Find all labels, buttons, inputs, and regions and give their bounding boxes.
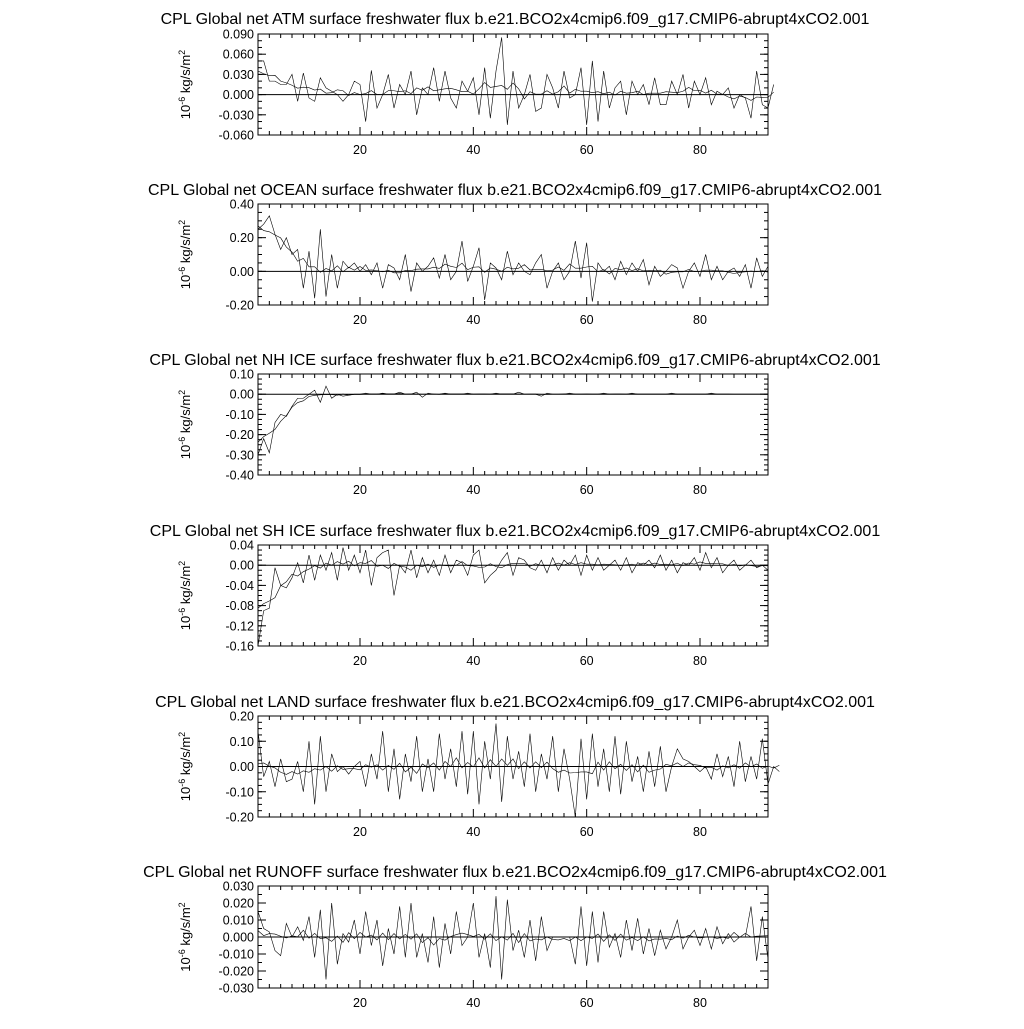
y-label-unit: kg/s/m [178, 736, 193, 779]
x-tick-label: 20 [353, 825, 367, 839]
y-tick-label: -0.40 [225, 468, 254, 483]
x-tick-label: 40 [466, 825, 481, 839]
y-tick-label: 0.090 [222, 27, 254, 42]
y-label-base: 10 [178, 786, 193, 802]
panel-title: CPL Global net NH ICE surface freshwater flux b.e21.BCO2x4cmip6.f09_g17.CMIP6-abrupt4xCO2.001 [149, 352, 881, 369]
y-tick-label: -0.060 [218, 128, 254, 143]
panel-4 [150, 523, 881, 668]
y-tick-label: -0.12 [225, 619, 254, 634]
y-tick-label: -0.10 [225, 785, 254, 800]
y-tick-label: -0.030 [218, 981, 254, 996]
y-axis-label [177, 561, 193, 630]
plot-frame [258, 545, 768, 646]
panel-title: CPL Global net SH ICE surface freshwater flux b.e21.BCO2x4cmip6.f09_g17.CMIP6-abrupt4xCO2.001 [149, 523, 881, 540]
y-tick-label: -0.16 [225, 639, 254, 654]
y-label-base: 10 [178, 957, 193, 972]
x-tick-label: 60 [579, 654, 594, 668]
panel-title: CPL Global net RUNOFF surface freshwater flux b.e21.BCO2x4cmip6.f09_g17.CMIP6-abrupt4xCO2.001 [143, 864, 887, 881]
y-axis-label [177, 50, 193, 119]
x-tick-label: 60 [579, 143, 594, 157]
y-label-base: 10 [178, 104, 193, 120]
series-line-annual [258, 548, 768, 646]
y-label-base: 10 [178, 615, 193, 631]
y-tick-label: 0.00 [229, 264, 254, 279]
series-line-annual [258, 216, 768, 302]
series-line-annual [258, 37, 774, 125]
x-tick-label: 80 [693, 143, 707, 157]
y-label-unit-exponent: 2 [177, 560, 187, 566]
x-tick-label: 80 [693, 996, 707, 1010]
y-tick-label: 0.020 [222, 896, 254, 911]
y-label-exponent: -6 [177, 607, 187, 616]
x-tick-label: 20 [353, 313, 367, 327]
x-tick-label: 20 [353, 483, 367, 497]
y-tick-label: 0.00 [229, 558, 254, 573]
x-tick-label: 40 [466, 313, 481, 327]
y-label-exponent: -6 [177, 266, 187, 275]
plot-frame [258, 374, 768, 475]
x-tick-label: 20 [353, 143, 367, 157]
x-tick-label: 80 [693, 654, 707, 668]
x-tick-label: 40 [466, 654, 481, 668]
y-tick-label: 0.04 [229, 538, 254, 553]
y-label-unit: kg/s/m [178, 907, 193, 950]
x-tick-label: 60 [579, 825, 594, 839]
y-axis-label [177, 902, 193, 971]
y-axis-label [177, 390, 193, 459]
y-label-exponent: -6 [177, 949, 187, 958]
y-axis-label [177, 220, 193, 289]
panel-title: CPL Global net OCEAN surface freshwater flux b.e21.BCO2x4cmip6.f09_g17.CMIP6-abrupt4xCO2.001 [148, 182, 882, 199]
y-label-exponent: -6 [177, 778, 187, 787]
y-tick-label: -0.10 [225, 407, 254, 422]
panel-title: CPL Global net LAND surface freshwater flux b.e21.BCO2x4cmip6.f09_g17.CMIP6-abrupt4xCO2.001 [155, 694, 875, 711]
y-tick-label: -0.030 [218, 108, 254, 123]
x-tick-label: 20 [353, 654, 367, 668]
series-line-annual [258, 896, 768, 979]
y-tick-label: -0.010 [218, 947, 254, 962]
y-label-unit: kg/s/m [178, 54, 193, 97]
x-tick-label: 40 [466, 996, 481, 1010]
y-tick-label: 0.00 [229, 387, 254, 402]
y-axis-label [177, 732, 193, 801]
y-label-base: 10 [178, 444, 193, 460]
x-tick-label: 60 [579, 996, 594, 1010]
y-tick-label: -0.20 [225, 810, 254, 825]
y-tick-label: 0.20 [229, 231, 254, 246]
x-tick-label: 60 [579, 313, 594, 327]
y-label-unit-exponent: 2 [177, 731, 187, 737]
series-line-annual [258, 386, 768, 455]
x-tick-label: 80 [693, 825, 707, 839]
y-tick-label: 0.20 [229, 709, 254, 724]
y-tick-label: 0.10 [229, 734, 254, 749]
y-label-unit-exponent: 2 [177, 49, 187, 55]
panel-1 [161, 11, 870, 157]
y-tick-label: 0.10 [229, 367, 254, 382]
y-tick-label: 0.030 [222, 879, 254, 894]
y-tick-label: -0.20 [225, 428, 254, 443]
y-label-exponent: -6 [177, 436, 187, 445]
series-line-annual [258, 724, 779, 817]
y-tick-label: 0.030 [222, 67, 254, 82]
y-tick-label: 0.000 [222, 88, 254, 103]
y-tick-label: 0.00 [229, 760, 254, 774]
x-tick-label: 60 [579, 483, 594, 497]
x-tick-label: 20 [353, 996, 367, 1010]
y-label-unit-exponent: 2 [177, 902, 187, 908]
plot-frame [258, 204, 768, 305]
panel-5 [155, 694, 875, 839]
plot-frame [258, 34, 768, 135]
y-tick-label: 0.060 [222, 47, 254, 62]
y-tick-label: -0.020 [218, 964, 254, 979]
x-tick-label: 40 [466, 483, 481, 497]
y-label-unit-exponent: 2 [177, 219, 187, 225]
y-label-base: 10 [178, 274, 193, 290]
y-tick-label: -0.08 [225, 599, 254, 614]
y-tick-label: 0.40 [229, 197, 254, 212]
y-label-unit-exponent: 2 [177, 389, 187, 395]
y-label-unit: kg/s/m [178, 224, 193, 267]
panel-title: CPL Global net ATM surface freshwater flux b.e21.BCO2x4cmip6.f09_g17.CMIP6-abrupt4xCO2.001 [160, 11, 870, 28]
y-tick-label: 0.010 [222, 913, 254, 928]
x-tick-label: 80 [693, 483, 707, 497]
x-tick-label: 80 [693, 313, 707, 327]
y-tick-label: -0.04 [225, 578, 254, 593]
y-tick-label: -0.30 [225, 448, 254, 463]
panel-2 [148, 182, 882, 327]
x-tick-label: 40 [466, 143, 481, 157]
panel-3 [149, 352, 880, 497]
series-line-smoothed [258, 393, 768, 442]
y-tick-label: 0.000 [222, 930, 254, 945]
y-label-unit: kg/s/m [178, 565, 193, 608]
y-label-exponent: -6 [177, 96, 187, 105]
y-label-unit: kg/s/m [178, 394, 193, 437]
y-tick-label: -0.20 [225, 298, 254, 313]
panel-6 [143, 864, 887, 1010]
